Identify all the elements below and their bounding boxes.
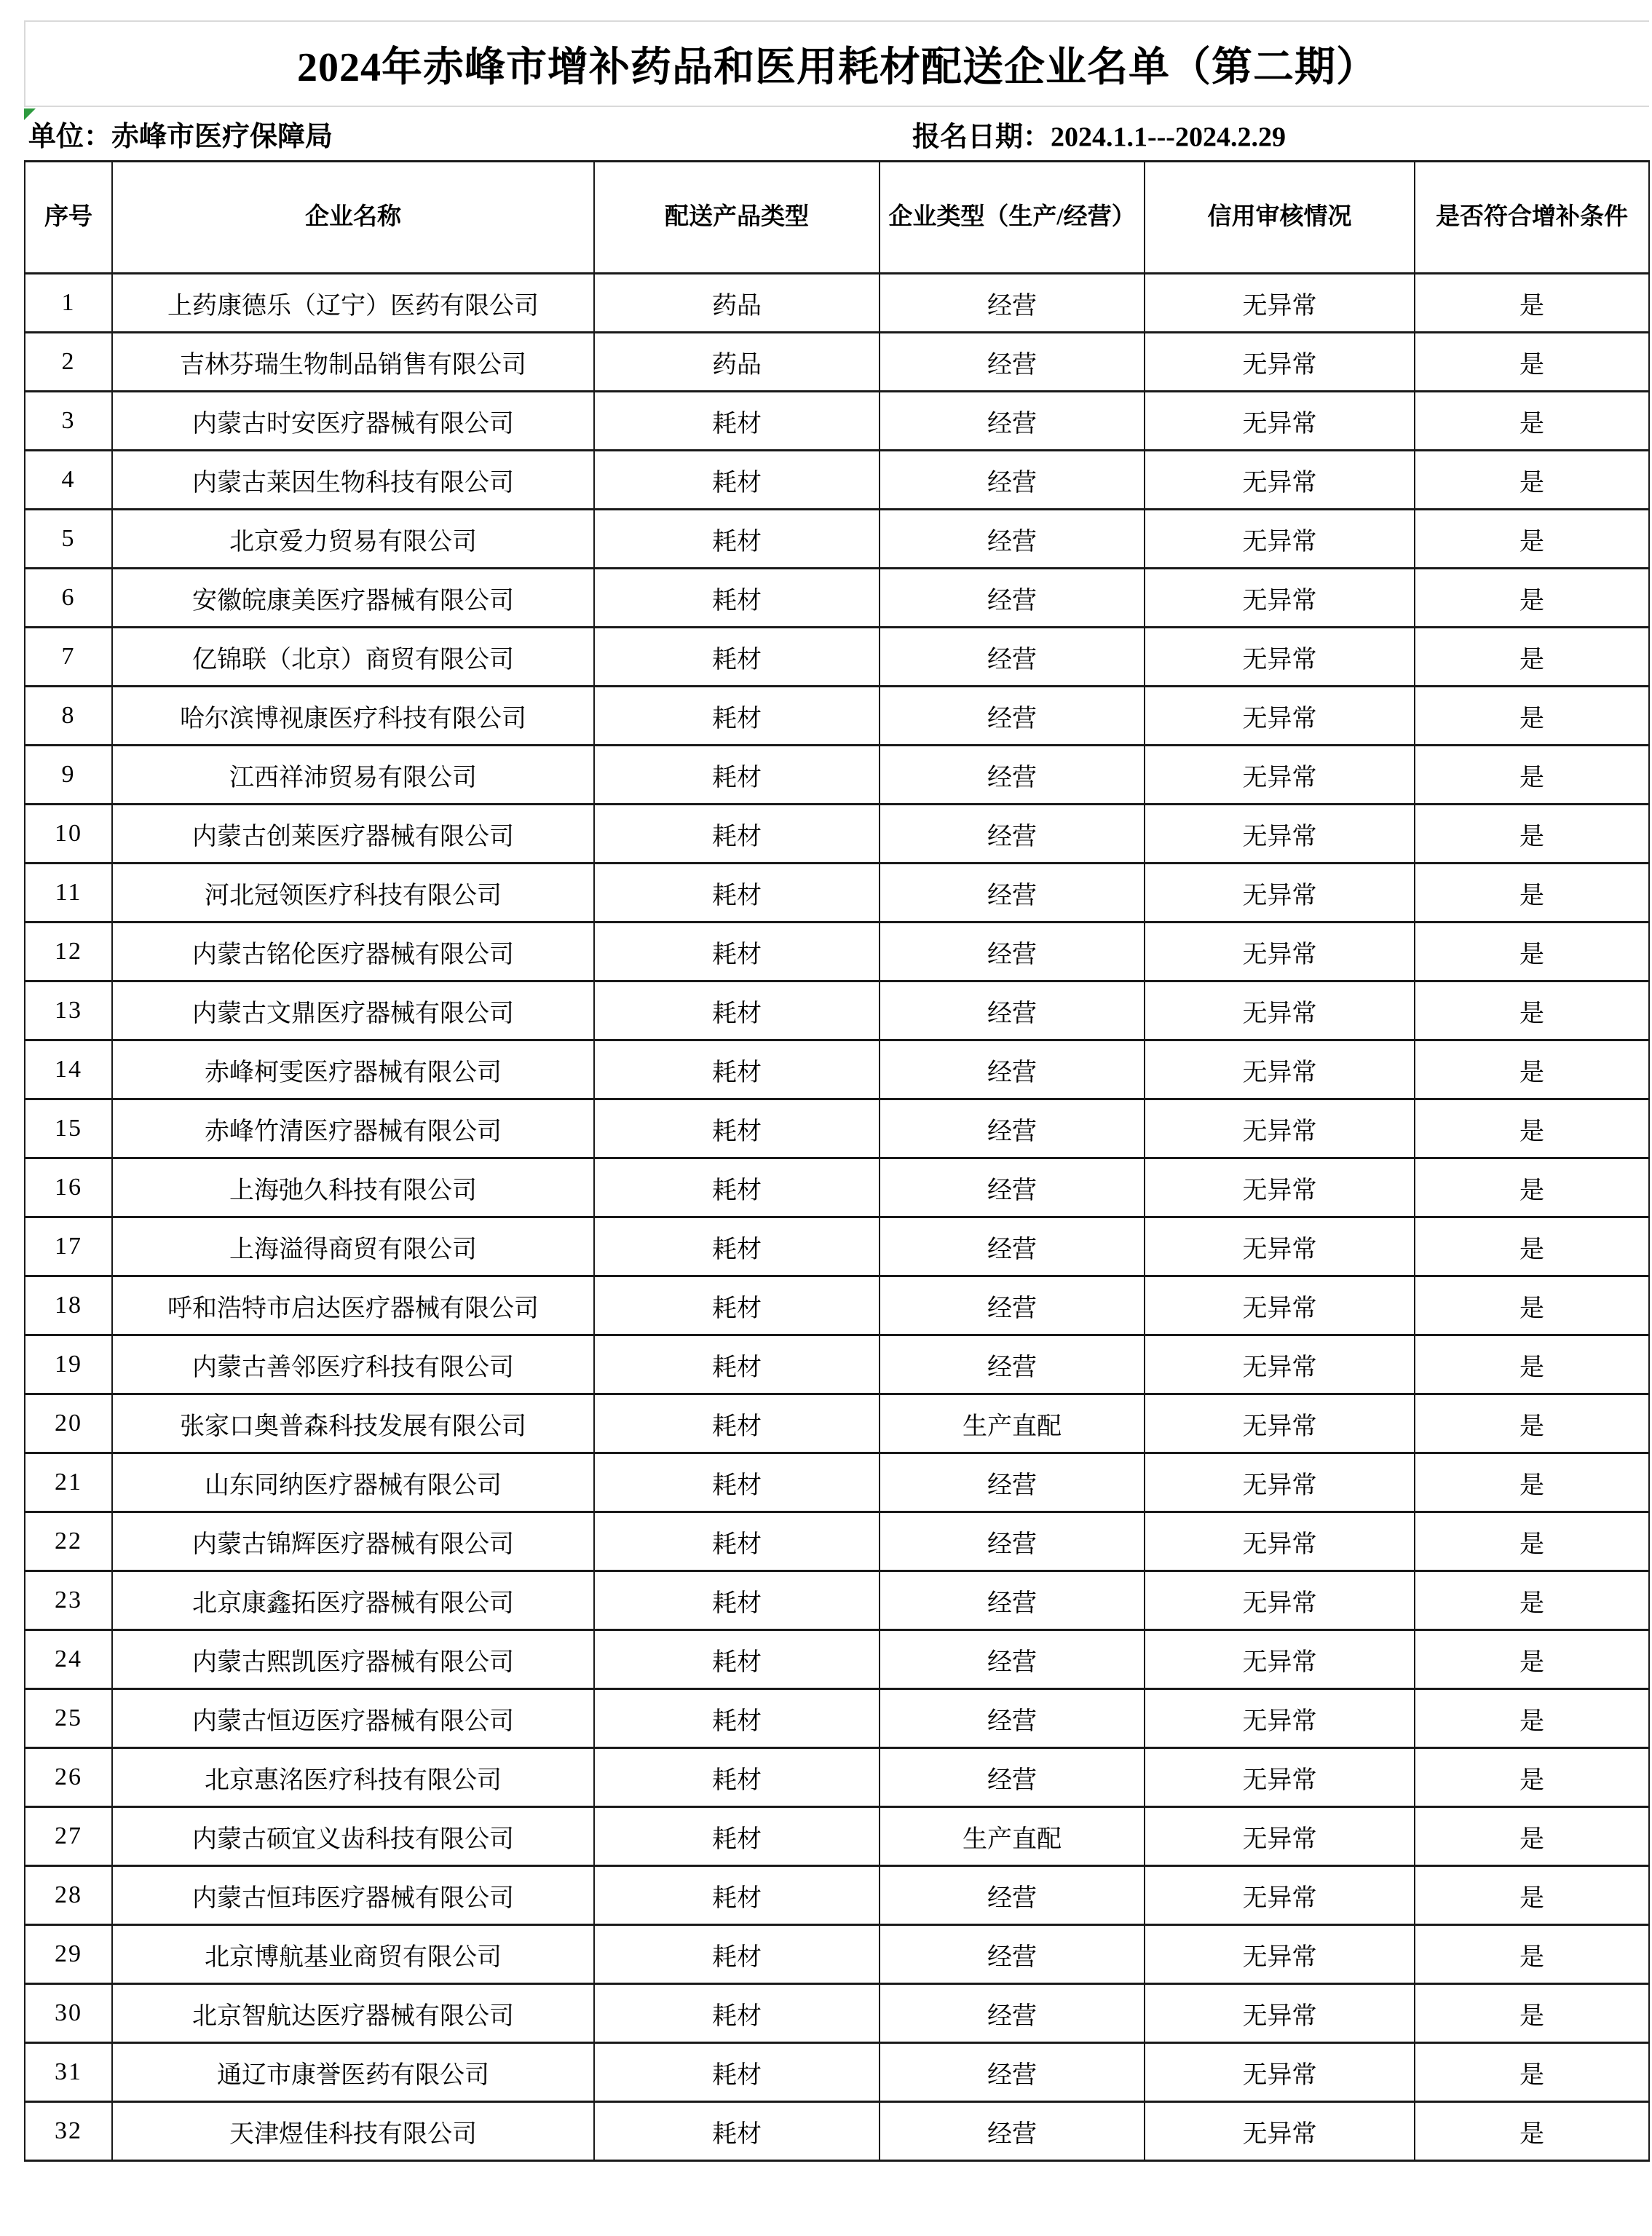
cell-enterprise-type: 经营 [880, 569, 1145, 628]
cell-product-type: 耗材 [594, 1689, 880, 1748]
cell-product-type: 耗材 [594, 1158, 880, 1217]
cell-credit-review: 无异常 [1145, 1866, 1415, 1925]
table-row [25, 1689, 1649, 1748]
cell-no: 31 [25, 2043, 112, 2102]
cell-qualified: 是 [1415, 923, 1649, 981]
cell-enterprise-type: 经营 [880, 1925, 1145, 1984]
cell-enterprise-type: 经营 [880, 1276, 1145, 1335]
cell-product-type: 耗材 [594, 569, 880, 628]
cell-enterprise-name: 内蒙古熙凯医疗器械有限公司 [112, 1630, 594, 1689]
cell-enterprise-name: 天津煜佳科技有限公司 [112, 2102, 594, 2161]
cell-enterprise-type: 经营 [880, 1748, 1145, 1807]
cell-enterprise-type: 生产直配 [880, 1807, 1145, 1866]
cell-enterprise-type: 经营 [880, 981, 1145, 1040]
cell-enterprise-name: 河北冠领医疗科技有限公司 [112, 864, 594, 923]
table-header [25, 162, 1649, 274]
table-row [25, 628, 1649, 687]
cell-qualified: 是 [1415, 451, 1649, 510]
table-row [25, 1158, 1649, 1217]
cell-credit-review: 无异常 [1145, 1748, 1415, 1807]
cell-credit-review: 无异常 [1145, 2043, 1415, 2102]
col-header-enterprise-name: 企业名称 [112, 162, 594, 274]
table-row [25, 1335, 1649, 1394]
cell-enterprise-name: 上海弛久科技有限公司 [112, 1158, 594, 1217]
cell-credit-review: 无异常 [1145, 1158, 1415, 1217]
table-row [25, 1807, 1649, 1866]
cell-enterprise-name: 上海溢得商贸有限公司 [112, 1217, 594, 1276]
cell-product-type: 耗材 [594, 1335, 880, 1394]
cell-credit-review: 无异常 [1145, 274, 1415, 333]
cell-flag-triangle-icon [24, 108, 36, 120]
cell-enterprise-type: 生产直配 [880, 1394, 1145, 1453]
table-row [25, 805, 1649, 864]
cell-product-type: 药品 [594, 274, 880, 333]
col-header-enterprise-type: 企业类型（生产/经营） [880, 162, 1145, 274]
cell-no: 10 [25, 805, 112, 864]
cell-product-type: 耗材 [594, 1394, 880, 1453]
cell-enterprise-type: 经营 [880, 628, 1145, 687]
table-row [25, 981, 1649, 1040]
cell-product-type: 耗材 [594, 805, 880, 864]
cell-qualified: 是 [1415, 1158, 1649, 1217]
cell-enterprise-type: 经营 [880, 1630, 1145, 1689]
cell-credit-review: 无异常 [1145, 333, 1415, 392]
cell-qualified: 是 [1415, 392, 1649, 451]
header-row [25, 162, 1649, 274]
cell-no: 32 [25, 2102, 112, 2161]
cell-product-type: 耗材 [594, 451, 880, 510]
cell-qualified: 是 [1415, 1394, 1649, 1453]
cell-qualified: 是 [1415, 2102, 1649, 2161]
cell-credit-review: 无异常 [1145, 746, 1415, 805]
cell-qualified: 是 [1415, 2043, 1649, 2102]
cell-enterprise-name: 内蒙古文鼎医疗器械有限公司 [112, 981, 594, 1040]
col-header-product-type: 配送产品类型 [594, 162, 880, 274]
cell-enterprise-type: 经营 [880, 1453, 1145, 1512]
cell-credit-review: 无异常 [1145, 569, 1415, 628]
cell-product-type: 耗材 [594, 687, 880, 746]
table-row [25, 2043, 1649, 2102]
cell-product-type: 耗材 [594, 2043, 880, 2102]
cell-enterprise-type: 经营 [880, 1866, 1145, 1925]
cell-enterprise-type: 经营 [880, 1335, 1145, 1394]
cell-enterprise-name: 内蒙古善邻医疗科技有限公司 [112, 1335, 594, 1394]
cell-qualified: 是 [1415, 510, 1649, 569]
cell-no: 4 [25, 451, 112, 510]
cell-credit-review: 无异常 [1145, 2102, 1415, 2161]
cell-enterprise-type: 经营 [880, 451, 1145, 510]
cell-no: 1 [25, 274, 112, 333]
table-row [25, 1276, 1649, 1335]
cell-enterprise-type: 经营 [880, 1217, 1145, 1276]
cell-credit-review: 无异常 [1145, 864, 1415, 923]
cell-enterprise-name: 安徽皖康美医疗器械有限公司 [112, 569, 594, 628]
cell-credit-review: 无异常 [1145, 628, 1415, 687]
cell-product-type: 耗材 [594, 1866, 880, 1925]
cell-qualified: 是 [1415, 1040, 1649, 1099]
cell-enterprise-name: 内蒙古恒迈医疗器械有限公司 [112, 1689, 594, 1748]
cell-enterprise-type: 经营 [880, 746, 1145, 805]
date-range-label: 报名日期：2024.1.1---2024.2.29 [912, 122, 1286, 152]
cell-product-type: 耗材 [594, 1453, 880, 1512]
cell-no: 8 [25, 687, 112, 746]
cell-qualified: 是 [1415, 1099, 1649, 1158]
cell-qualified: 是 [1415, 1984, 1649, 2043]
cell-qualified: 是 [1415, 1276, 1649, 1335]
table-row [25, 333, 1649, 392]
cell-enterprise-type: 经营 [880, 392, 1145, 451]
table-row [25, 1512, 1649, 1571]
table-row [25, 1748, 1649, 1807]
cell-enterprise-type: 经营 [880, 2043, 1145, 2102]
cell-no: 5 [25, 510, 112, 569]
cell-enterprise-name: 内蒙古硕宜义齿科技有限公司 [112, 1807, 594, 1866]
cell-enterprise-name: 呼和浩特市启达医疗器械有限公司 [112, 1276, 594, 1335]
cell-no: 22 [25, 1512, 112, 1571]
cell-qualified: 是 [1415, 1512, 1649, 1571]
cell-no: 12 [25, 923, 112, 981]
cell-product-type: 耗材 [594, 746, 880, 805]
cell-product-type: 耗材 [594, 1217, 880, 1276]
cell-qualified: 是 [1415, 1807, 1649, 1866]
cell-no: 13 [25, 981, 112, 1040]
cell-product-type: 耗材 [594, 981, 880, 1040]
table-row [25, 451, 1649, 510]
cell-product-type: 耗材 [594, 1276, 880, 1335]
unit-label: 单位：赤峰市医疗保障局 [28, 122, 333, 152]
cell-credit-review: 无异常 [1145, 687, 1415, 746]
cell-credit-review: 无异常 [1145, 1984, 1415, 2043]
col-header-credit-review: 信用审核情况 [1145, 162, 1415, 274]
enterprise-table [24, 160, 1650, 2162]
cell-product-type: 耗材 [594, 1748, 880, 1807]
cell-enterprise-name: 北京爱力贸易有限公司 [112, 510, 594, 569]
cell-no: 30 [25, 1984, 112, 2043]
cell-credit-review: 无异常 [1145, 1689, 1415, 1748]
cell-enterprise-type: 经营 [880, 510, 1145, 569]
cell-enterprise-name: 内蒙古创莱医疗器械有限公司 [112, 805, 594, 864]
cell-enterprise-name: 哈尔滨博视康医疗科技有限公司 [112, 687, 594, 746]
cell-no: 17 [25, 1217, 112, 1276]
cell-enterprise-type: 经营 [880, 1571, 1145, 1630]
cell-enterprise-type: 经营 [880, 274, 1145, 333]
cell-enterprise-type: 经营 [880, 1984, 1145, 2043]
cell-enterprise-name: 赤峰竹清医疗器械有限公司 [112, 1099, 594, 1158]
cell-qualified: 是 [1415, 1630, 1649, 1689]
cell-no: 26 [25, 1748, 112, 1807]
cell-enterprise-name: 山东同纳医疗器械有限公司 [112, 1453, 594, 1512]
cell-qualified: 是 [1415, 1453, 1649, 1512]
cell-qualified: 是 [1415, 1866, 1649, 1925]
cell-qualified: 是 [1415, 333, 1649, 392]
cell-product-type: 耗材 [594, 864, 880, 923]
cell-qualified: 是 [1415, 746, 1649, 805]
col-header-qualified: 是否符合增补条件 [1415, 162, 1649, 274]
cell-enterprise-type: 经营 [880, 1689, 1145, 1748]
cell-qualified: 是 [1415, 628, 1649, 687]
table-row [25, 1453, 1649, 1512]
cell-enterprise-name: 上药康德乐（辽宁）医药有限公司 [112, 274, 594, 333]
cell-enterprise-type: 经营 [880, 1158, 1145, 1217]
cell-no: 18 [25, 1276, 112, 1335]
table-body [25, 274, 1649, 2161]
cell-enterprise-name: 吉林芬瑞生物制品销售有限公司 [112, 333, 594, 392]
cell-qualified: 是 [1415, 687, 1649, 746]
cell-qualified: 是 [1415, 864, 1649, 923]
cell-credit-review: 无异常 [1145, 1453, 1415, 1512]
table-row [25, 274, 1649, 333]
cell-product-type: 耗材 [594, 1099, 880, 1158]
cell-enterprise-type: 经营 [880, 1040, 1145, 1099]
cell-credit-review: 无异常 [1145, 805, 1415, 864]
cell-enterprise-name: 内蒙古恒玮医疗器械有限公司 [112, 1866, 594, 1925]
cell-product-type: 耗材 [594, 1040, 880, 1099]
table-row [25, 1925, 1649, 1984]
table-row [25, 2102, 1649, 2161]
col-header-no: 序号 [25, 162, 112, 274]
cell-no: 19 [25, 1335, 112, 1394]
cell-credit-review: 无异常 [1145, 1099, 1415, 1158]
table-row [25, 923, 1649, 981]
cell-enterprise-name: 赤峰柯雯医疗器械有限公司 [112, 1040, 594, 1099]
cell-credit-review: 无异常 [1145, 451, 1415, 510]
table-row [25, 1217, 1649, 1276]
cell-enterprise-name: 北京康鑫拓医疗器械有限公司 [112, 1571, 594, 1630]
cell-qualified: 是 [1415, 1925, 1649, 1984]
cell-enterprise-name: 江西祥沛贸易有限公司 [112, 746, 594, 805]
cell-enterprise-type: 经营 [880, 687, 1145, 746]
cell-qualified: 是 [1415, 274, 1649, 333]
cell-credit-review: 无异常 [1145, 510, 1415, 569]
cell-no: 6 [25, 569, 112, 628]
cell-enterprise-type: 经营 [880, 923, 1145, 981]
cell-product-type: 药品 [594, 333, 880, 392]
cell-credit-review: 无异常 [1145, 1630, 1415, 1689]
cell-enterprise-name: 北京惠洺医疗科技有限公司 [112, 1748, 594, 1807]
cell-product-type: 耗材 [594, 1925, 880, 1984]
page-title: 2024年赤峰市增补药品和医用耗材配送企业名单（第二期） [297, 44, 1378, 90]
cell-credit-review: 无异常 [1145, 1335, 1415, 1394]
table-row [25, 1571, 1649, 1630]
cell-no: 21 [25, 1453, 112, 1512]
cell-no: 3 [25, 392, 112, 451]
table-row [25, 1099, 1649, 1158]
cell-no: 7 [25, 628, 112, 687]
cell-credit-review: 无异常 [1145, 1040, 1415, 1099]
table-row [25, 510, 1649, 569]
cell-credit-review: 无异常 [1145, 392, 1415, 451]
cell-no: 23 [25, 1571, 112, 1630]
cell-product-type: 耗材 [594, 628, 880, 687]
cell-product-type: 耗材 [594, 392, 880, 451]
cell-enterprise-name: 北京智航达医疗器械有限公司 [112, 1984, 594, 2043]
cell-no: 16 [25, 1158, 112, 1217]
cell-no: 2 [25, 333, 112, 392]
cell-qualified: 是 [1415, 805, 1649, 864]
cell-no: 11 [25, 864, 112, 923]
document-sheet [24, 20, 1649, 2162]
cell-qualified: 是 [1415, 1217, 1649, 1276]
title-block [24, 20, 1649, 106]
cell-enterprise-name: 内蒙古时安医疗器械有限公司 [112, 392, 594, 451]
cell-enterprise-type: 经营 [880, 333, 1145, 392]
cell-no: 25 [25, 1689, 112, 1748]
cell-no: 20 [25, 1394, 112, 1453]
cell-credit-review: 无异常 [1145, 1276, 1415, 1335]
table-row [25, 687, 1649, 746]
cell-no: 14 [25, 1040, 112, 1099]
table-row [25, 864, 1649, 923]
cell-enterprise-type: 经营 [880, 864, 1145, 923]
cell-credit-review: 无异常 [1145, 981, 1415, 1040]
cell-credit-review: 无异常 [1145, 1217, 1415, 1276]
table-row [25, 1394, 1649, 1453]
table-row [25, 1040, 1649, 1099]
cell-qualified: 是 [1415, 1335, 1649, 1394]
cell-no: 28 [25, 1866, 112, 1925]
cell-enterprise-type: 经营 [880, 1512, 1145, 1571]
cell-enterprise-name: 通辽市康誉医药有限公司 [112, 2043, 594, 2102]
cell-enterprise-type: 经营 [880, 805, 1145, 864]
cell-enterprise-name: 内蒙古莱因生物科技有限公司 [112, 451, 594, 510]
cell-product-type: 耗材 [594, 923, 880, 981]
info-row [24, 106, 1649, 160]
cell-product-type: 耗材 [594, 2102, 880, 2161]
cell-no: 15 [25, 1099, 112, 1158]
cell-no: 24 [25, 1630, 112, 1689]
cell-credit-review: 无异常 [1145, 923, 1415, 981]
cell-qualified: 是 [1415, 1689, 1649, 1748]
cell-product-type: 耗材 [594, 510, 880, 569]
cell-qualified: 是 [1415, 981, 1649, 1040]
table-row [25, 569, 1649, 628]
table-row [25, 392, 1649, 451]
cell-enterprise-name: 张家口奥普森科技发展有限公司 [112, 1394, 594, 1453]
table-row [25, 1866, 1649, 1925]
cell-enterprise-type: 经营 [880, 2102, 1145, 2161]
cell-product-type: 耗材 [594, 1571, 880, 1630]
cell-enterprise-name: 内蒙古铭伦医疗器械有限公司 [112, 923, 594, 981]
cell-credit-review: 无异常 [1145, 1394, 1415, 1453]
cell-product-type: 耗材 [594, 1807, 880, 1866]
cell-enterprise-type: 经营 [880, 1099, 1145, 1158]
cell-credit-review: 无异常 [1145, 1571, 1415, 1630]
table-row [25, 1630, 1649, 1689]
cell-enterprise-name: 亿锦联（北京）商贸有限公司 [112, 628, 594, 687]
cell-product-type: 耗材 [594, 1630, 880, 1689]
cell-no: 9 [25, 746, 112, 805]
cell-product-type: 耗材 [594, 1512, 880, 1571]
cell-product-type: 耗材 [594, 1984, 880, 2043]
cell-qualified: 是 [1415, 569, 1649, 628]
table-row [25, 1984, 1649, 2043]
cell-credit-review: 无异常 [1145, 1925, 1415, 1984]
cell-enterprise-name: 北京博航基业商贸有限公司 [112, 1925, 594, 1984]
cell-qualified: 是 [1415, 1571, 1649, 1630]
cell-no: 29 [25, 1925, 112, 1984]
table-row [25, 746, 1649, 805]
cell-qualified: 是 [1415, 1748, 1649, 1807]
cell-no: 27 [25, 1807, 112, 1866]
cell-credit-review: 无异常 [1145, 1512, 1415, 1571]
cell-enterprise-name: 内蒙古锦辉医疗器械有限公司 [112, 1512, 594, 1571]
cell-credit-review: 无异常 [1145, 1807, 1415, 1866]
